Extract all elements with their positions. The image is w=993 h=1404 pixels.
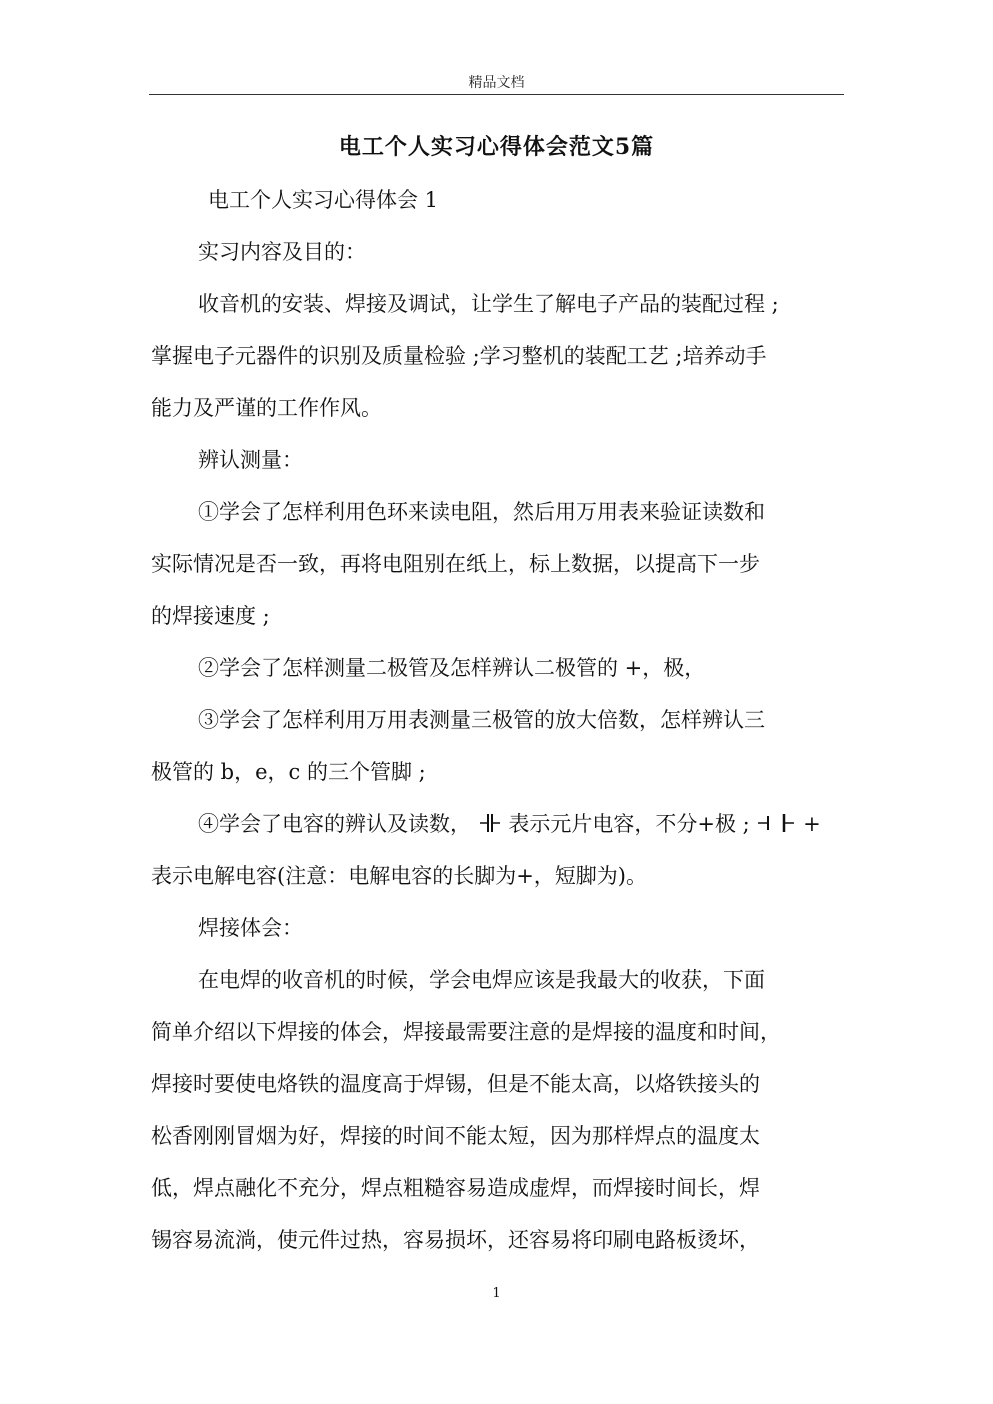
- electrolytic-capacitor-symbol-icon: [756, 809, 796, 839]
- paragraph-line: 焊接体会：: [198, 916, 303, 940]
- paragraph-line: 辨认测量：: [198, 448, 303, 472]
- paragraph-line: 在电焊的收音机的时候，学会电焊应该是我最大的收获，下面: [198, 968, 765, 992]
- paragraph-line: 焊接时要使电烙铁的温度高于焊锡，但是不能太高，以烙铁接头的: [151, 1072, 760, 1096]
- paragraph-line: 极管的 b，e，c 的三个管脚 ;: [151, 760, 426, 784]
- document-title: 电工个人实习心得体会范文5篇: [338, 134, 655, 160]
- paragraph-line-capacitor: [198, 809, 821, 839]
- paragraph-line: 实际情况是否一致，再将电阻别在纸上，标上数据，以提高下一步: [151, 552, 760, 576]
- plus-sign: +: [803, 812, 821, 836]
- paragraph-line: 的焊接速度 ;: [151, 604, 270, 628]
- paragraph-line: ②学会了怎样测量二极管及怎样辨认二极管的 +，极，: [198, 656, 706, 680]
- paragraph-line: 简单介绍以下焊接的体会，焊接最需要注意的是焊接的温度和时间，: [151, 1020, 781, 1044]
- page-number: 1: [492, 1286, 501, 1301]
- paragraph-line: 能力及严谨的工作作风。: [151, 396, 382, 420]
- paragraph-line: 掌握电子元器件的识别及质量检验 ;学习整机的装配工艺 ;培养动手: [151, 344, 767, 368]
- paragraph-line: 松香刚刚冒烟为好，焊接的时间不能太短，因为那样焊点的温度太: [151, 1124, 760, 1148]
- nonpolar-capacitor-text: 表示元片电容，不分+极 ;: [508, 812, 750, 836]
- capacitor-intro-text: ④学会了电容的辨认及读数，: [198, 812, 471, 836]
- section-heading: 电工个人实习心得体会 1: [208, 188, 439, 212]
- header-divider: [149, 94, 844, 95]
- paragraph-line: 收音机的安装、焊接及调试，让学生了解电子产品的装配过程 ;: [198, 292, 779, 316]
- nonpolar-capacitor-symbol-icon: [478, 809, 502, 839]
- page-header: 精品文档: [468, 75, 525, 91]
- paragraph-line: 低，焊点融化不充分，焊点粗糙容易造成虚焊，而焊接时间长，焊: [151, 1176, 760, 1200]
- paragraph-line: 表示电解电容(注意：电解电容的长脚为+，短脚为)。: [151, 864, 647, 888]
- paragraph-line: ①学会了怎样利用色环来读电阻，然后用万用表来验证读数和: [198, 500, 765, 524]
- paragraph-line: ③学会了怎样利用万用表测量三极管的放大倍数，怎样辨认三: [198, 708, 765, 732]
- paragraph-line: 锡容易流淌，使元件过热，容易损坏，还容易将印刷电路板烫坏，: [151, 1228, 760, 1252]
- paragraph-line: 实习内容及目的：: [198, 240, 366, 264]
